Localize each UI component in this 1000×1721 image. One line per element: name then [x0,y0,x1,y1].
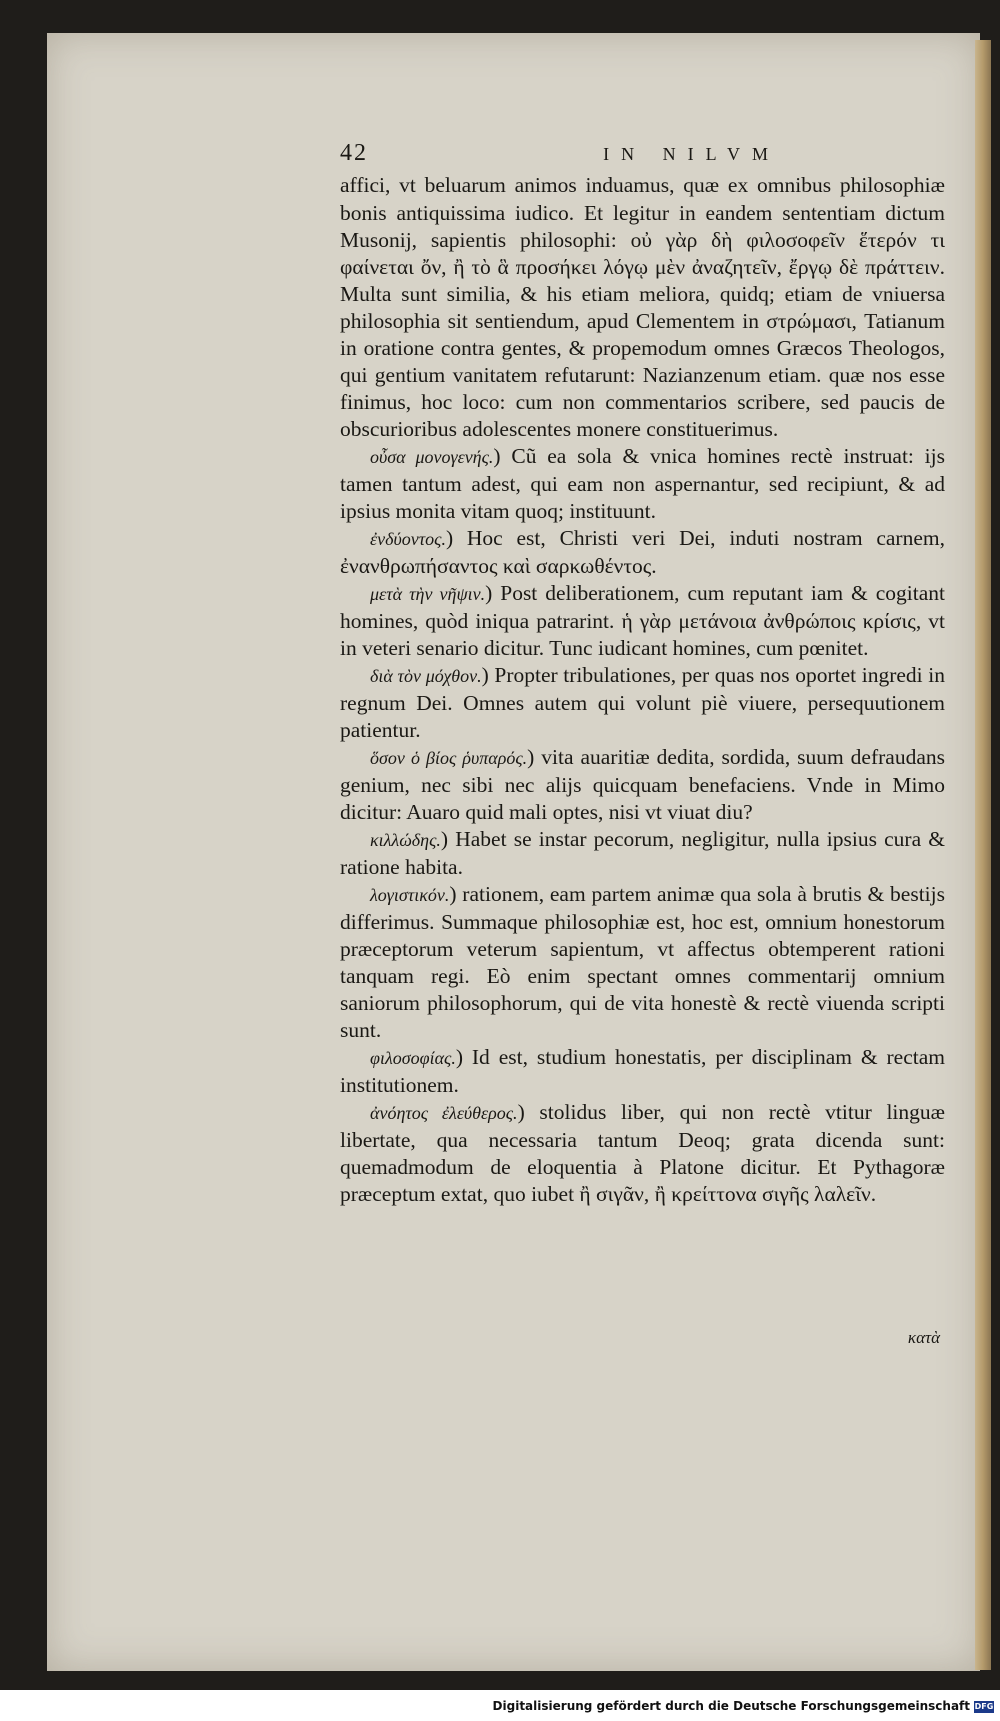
paragraph-lemma: φιλοσοφίας. [370,1048,456,1068]
paragraph [340,580,945,662]
paragraph [340,172,945,443]
paragraph-text: ) Cũ ea sola & vnica homines rectè instruat: ijs tamen tantum adest, qui eam non aspernantur, sed recipiunt, & ad ipsius monita vitam quoq; instituunt. [340,444,945,523]
paragraph [340,662,945,744]
paragraph-lemma: κιλλώδης. [370,830,441,850]
paragraph [340,826,945,881]
paragraph [340,443,945,525]
paragraph [340,881,945,1044]
page-edge [975,40,991,1670]
paragraph-text: ) vita auaritiæ dedita, sordida, suum defraudans genium, nec sibi nec alijs quicquam benefaciens. Vnde in Mimo dicitur: Auaro quid mali optes, nisi vt viuat diu? [340,745,945,824]
dfg-logo-icon: DFG [974,1702,994,1711]
running-head: IN NILVM [603,144,780,164]
paragraph-text: ) Propter tribulationes, per quas nos oportet ingredi in regnum Dei. Omnes autem qui volunt piè viuere, persequutionem patientur. [340,663,945,742]
commentary-body [340,172,945,1208]
paragraph-lemma: λογιστικόν. [370,885,450,905]
page-header [340,140,780,172]
paragraph-text: ) rationem, eam partem animæ qua sola à brutis & bestijs differimus. Summaque philosophiæ est, hoc est, omnium honestorum præceptorum veterum sapientum, vt affectus obtemperent rationi tanquam regi. Eò enim spectant omnes commentarij omnium saniorum philosophorum, qui de vita honestè & rectè viuenda scripti sunt. [340,882,945,1042]
paragraph-lemma: ἀνόητος ἐλεύθερος. [370,1103,518,1123]
paragraph-text: affici, vt beluarum animos induamus, quæ ex omnibus philosophiæ bonis antiquissima iudico. Et legitur in eandem sententiam dictum Musonij, sapientis philosophi: οὐ γὰρ δὴ φιλοσοφεῖν ἕτερόν τι φαίνεται ὄν, ἢ τὸ ἃ προσήκει λόγῳ μὲν ἀναζητεῖν, ἔργῳ δὲ πράττειν. Multa sunt similia, & his etiam meliora, quidq; etiam de vniuersa philosophia sit sentiendum, apud Clementem in στρώμασι, Tatianum in oratione contra gentes, & propemodum omnes Græcos Theologos, qui gentium vanitatem refutarunt: Nazianzenum etiam. quæ nos esse finimus, hoc loco: cum non commentarios scribere, sed paucis de obscurioribus adolescentes monere constituerimus. [340,173,945,441]
paragraph [340,525,945,580]
paragraph [340,1044,945,1099]
page-number: 42 [340,140,368,166]
paragraph-text: ) Id est, studium honestatis, per disciplinam & rectam institutionem. [340,1045,945,1097]
paragraph-text: ) Hoc est, Christi veri Dei, induti nostram carnem, ἐνανθρωπήσαντος καὶ σαρκωθέντος. [340,526,945,578]
paragraph-lemma: ὅσον ὁ βίος ῥυπαρός. [370,748,528,768]
paragraph-text: ) stolidus liber, qui non rectè vtitur linguæ libertate, qua necessaria tantum Deoq; grata dicenda sunt: quemadmodum de eloquentia à Platone dicitur. Et Pythagoræ præceptum extat, quo iubet ἢ σιγᾶν, ἢ κρείττονα σιγῆς λαλεῖν. [340,1100,945,1206]
paragraph-lemma: διὰ τὸν μόχθον. [370,666,482,686]
paragraph-lemma: ἐνδύοντος. [370,529,446,549]
catchword: κατὰ [907,1328,940,1347]
paragraph-lemma: οὖσα μονογενής. [370,447,494,467]
footer-bar [0,1697,1000,1721]
paragraph [340,744,945,826]
footer-credit: Digitalisierung gefördert durch die Deutsche Forschungsgemeinschaft [492,1699,970,1713]
paragraph [340,1099,945,1208]
text-block [340,140,945,1208]
paragraph-text: ) Habet se instar pecorum, negligitur, nulla ipsius cura & ratione habita. [340,827,945,879]
paragraph-lemma: μετὰ τὴν νῆψιν. [370,584,486,604]
paragraph-text: ) Post deliberationem, cum reputant iam & cogitant homines, quòd iniqua patrarint. ἡ γὰρ μετάνοια ἀνθρώποις κρίσις, vt in veteri senario dicitur. Tunc iudicant homines, cum pœnitet. [340,581,945,660]
